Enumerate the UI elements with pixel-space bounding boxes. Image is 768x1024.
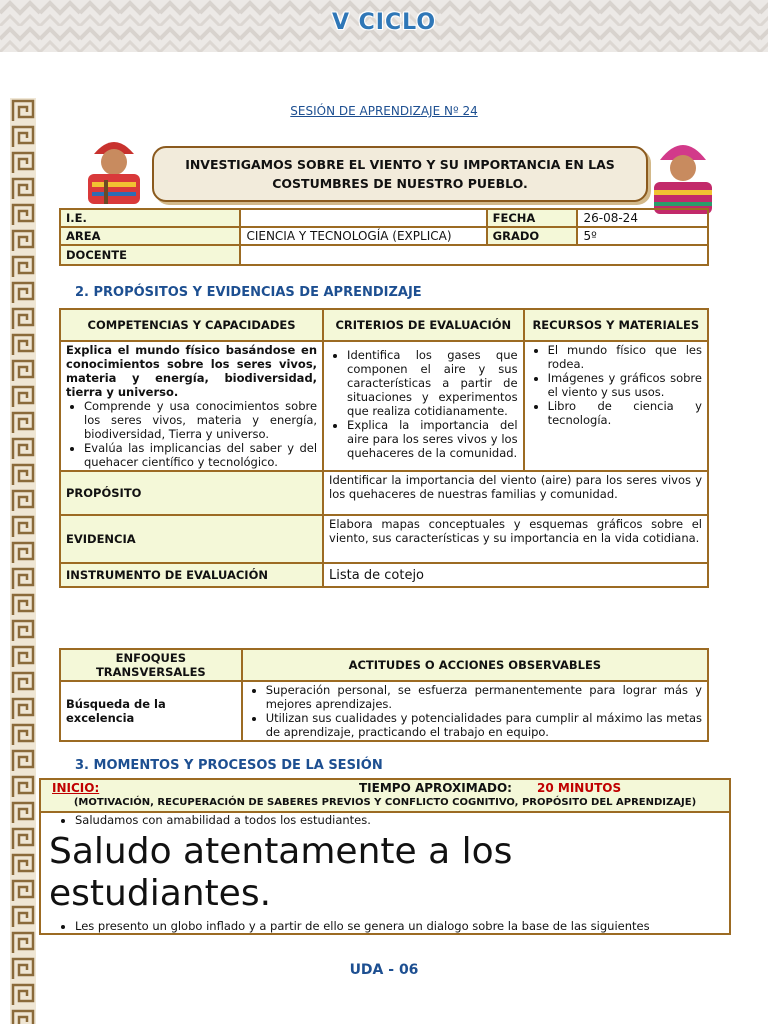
enfoques-table	[59, 648, 709, 742]
fecha-label: FECHA	[487, 209, 578, 227]
grado-label: GRADO	[487, 227, 578, 245]
action-item: • Superación personal, se esfuerza permanentemente para lograr más y mejores aprendizajes.	[266, 683, 702, 711]
evidencia-value: Elabora mapas conceptuales y esquemas gráficos sobre el viento, sus características y su importancia en la vida cotidiana.	[323, 515, 708, 563]
capacity-item: • Evalúa las implicancias del saber y del quehacer científico y tecnológico.	[84, 441, 317, 469]
docente-value	[240, 245, 708, 265]
inicio-list-bottom	[45, 919, 725, 933]
criteria-item: • Explica la importancia del aire para los seres vivos y los quehaceres de la comunidad.	[347, 418, 518, 460]
resource-item: • Libro de ciencia y tecnología.	[548, 399, 702, 427]
proposito-label: PROPÓSITO	[60, 471, 323, 515]
competency-text: Explica el mundo físico basándose en conocimientos sobre los seres vivos, materia y energía, biodiversidad, tierra y universo.	[66, 343, 318, 399]
ie-label: I.E.	[60, 209, 240, 227]
ie-value	[240, 209, 486, 227]
actions-list	[248, 683, 702, 739]
session-title: SESIÓN DE APRENDIZAJE Nº 24	[290, 104, 478, 118]
area-value: CIENCIA Y TECNOLOGÍA (EXPLICA)	[240, 227, 486, 245]
criteria-list	[329, 348, 518, 460]
header-recursos: RECURSOS Y MATERIALES	[524, 309, 708, 341]
greek-key-border	[10, 98, 36, 1024]
enfoque-name: Búsqueda de la excelencia	[60, 681, 242, 741]
docente-label: DOCENTE	[60, 245, 240, 265]
capacity-item: • Comprende y usa conocimientos sobre los seres vivos, materia y energía, biodiversidad, Tierra y universo.	[84, 399, 317, 441]
inicio-item: • Les presento un globo inflado y a partir de ello se genera un dialogo sobre la base de las siguientes	[75, 919, 725, 933]
instrumento-label: INSTRUMENTO DE EVALUACIÓN	[60, 563, 323, 587]
section-2-heading: 2. PROPÓSITOS Y EVIDENCIAS DE APRENDIZAJE	[75, 285, 422, 300]
inicio-list-top	[45, 813, 725, 827]
inicio-item: • Saludamos con amabilidad a todos los estudiantes.	[75, 813, 725, 827]
child-right-illustration	[642, 126, 724, 216]
area-label: AREA	[60, 227, 240, 245]
resource-item: • El mundo físico que les rodea.	[548, 343, 702, 371]
greeting-text: Saludo atentamente a los estudiantes.	[49, 831, 513, 914]
time-label: TIEMPO APROXIMADO:	[359, 781, 512, 795]
header-actitudes: ACTITUDES O ACCIONES OBSERVABLES	[242, 649, 708, 681]
header-banner	[0, 0, 768, 52]
purposes-table	[59, 308, 709, 588]
time-value: 20 MINUTOS	[537, 781, 622, 795]
inicio-label: INICIO:	[52, 781, 100, 795]
child-left-illustration	[74, 120, 154, 204]
cycle-title: V CICLO	[331, 10, 437, 35]
proposito-value: Identificar la importancia del viento (aire) para los seres vivos y los quehaceres de nuestras familias y comunidad.	[323, 471, 708, 515]
action-item: • Utilizan sus cualidades y potencialidades para cumplir al máximo las metas de aprendizaje, practicando el trabajo en equipo.	[266, 711, 702, 739]
info-table	[59, 208, 709, 266]
inicio-subtitle: (MOTIVACIÓN, RECUPERACIÓN DE SABERES PREVIOS Y CONFLICTO COGNITIVO, PROPÓSITO DEL APRENDIZAJE)	[73, 797, 697, 808]
header-competencias: COMPETENCIAS Y CAPACIDADES	[60, 309, 323, 341]
criteria-item: • Identifica los gases que componen el aire y sus características a partir de situaciones y experimentos que realiza cotidianamente.	[347, 348, 518, 418]
inicio-table	[39, 778, 731, 935]
lesson-title: INVESTIGAMOS SOBRE EL VIENTO Y SU IMPORTANCIA EN LAS COSTUMBRES DE NUESTRO PUEBLO.	[152, 146, 648, 202]
fecha-value: 26-08-24	[577, 209, 708, 227]
capacities-list	[66, 399, 317, 469]
instrumento-value: Lista de cotejo	[323, 563, 708, 587]
section-3-heading: 3. MOMENTOS Y PROCESOS DE LA SESIÓN	[75, 758, 383, 773]
header-enfoques: ENFOQUES TRANSVERSALES	[60, 649, 242, 681]
resource-item: • Imágenes y gráficos sobre el viento y sus usos.	[548, 371, 702, 399]
evidencia-label: EVIDENCIA	[60, 515, 323, 563]
footer-uda: UDA - 06	[349, 962, 419, 978]
header-criterios: CRITERIOS DE EVALUACIÓN	[323, 309, 524, 341]
resources-list	[530, 343, 702, 427]
grado-value: 5º	[577, 227, 708, 245]
